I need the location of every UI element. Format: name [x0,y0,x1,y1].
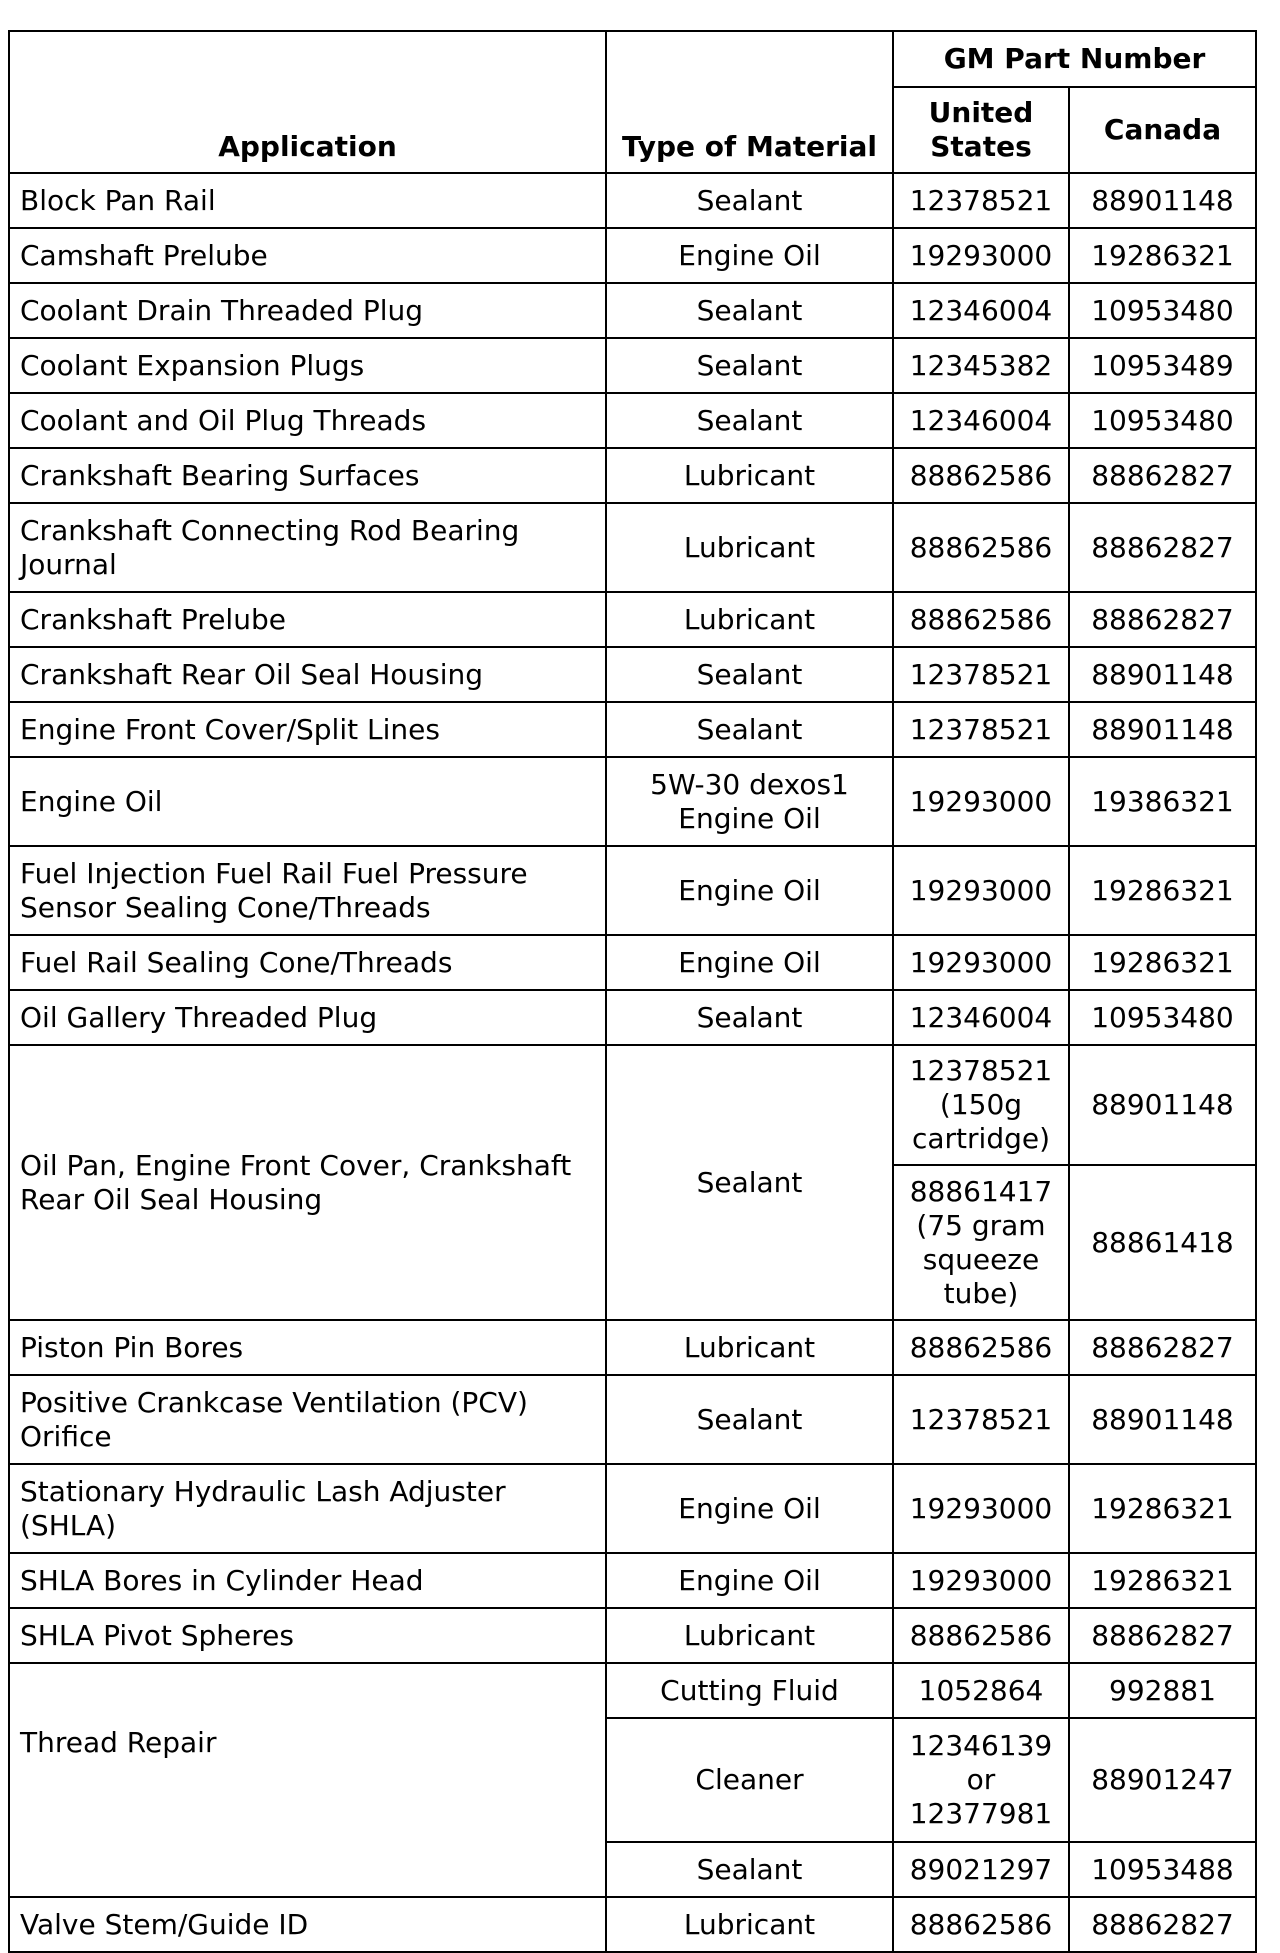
us-part-cell: 12378521 [893,647,1069,702]
application-cell: Stationary Hydraulic Lash Adjuster (SHLA) [9,1464,606,1553]
canada-part-cell: 10953489 [1069,338,1256,393]
application-cell: Crankshaft Bearing Surfaces [9,448,606,503]
table-row [9,990,1256,1045]
parts-table [8,30,1257,1953]
table-row [9,1375,1256,1464]
us-part-cell: 12378521 (150g cartridge) [893,1045,1069,1165]
table-row [9,283,1256,338]
material-cell: Engine Oil [606,228,893,283]
application-cell: Engine Front Cover/Split Lines [9,702,606,757]
canada-part-cell: 10953480 [1069,283,1256,338]
us-part-cell: 19293000 [893,846,1069,935]
us-part-cell: 12346004 [893,393,1069,448]
us-part-cell: 19293000 [893,757,1069,846]
table-row [9,338,1256,393]
us-part-cell: 12378521 [893,1375,1069,1464]
header-canada: Canada [1069,87,1256,173]
canada-part-cell: 19286321 [1069,846,1256,935]
us-part-cell: 88862586 [893,503,1069,592]
application-cell: Thread Repair [9,1663,606,1897]
application-cell: Coolant Expansion Plugs [9,338,606,393]
table-row [9,1464,1256,1553]
application-cell: Crankshaft Rear Oil Seal Housing [9,647,606,702]
material-cell: Lubricant [606,503,893,592]
canada-part-cell: 19386321 [1069,757,1256,846]
application-cell: Crankshaft Prelube [9,592,606,647]
us-part-cell: 12378521 [893,173,1069,228]
canada-part-cell: 88901148 [1069,173,1256,228]
canada-part-cell: 19286321 [1069,935,1256,990]
canada-part-cell: 88901148 [1069,647,1256,702]
table-row [9,647,1256,702]
header-united-states: United States [893,87,1069,173]
application-cell: SHLA Pivot Spheres [9,1608,606,1663]
header-gm-part-number: GM Part Number [893,31,1256,87]
canada-part-cell: 88862827 [1069,1320,1256,1375]
material-cell: 5W-30 dexos1 Engine Oil [606,757,893,846]
table-row [9,503,1256,592]
material-cell: Cleaner [606,1718,893,1842]
material-cell: Lubricant [606,1320,893,1375]
us-part-cell: 12346004 [893,990,1069,1045]
table-row [9,1320,1256,1375]
us-part-cell: 88862586 [893,448,1069,503]
material-cell: Lubricant [606,592,893,647]
application-cell: Crankshaft Connecting Rod Bearing Journal [9,503,606,592]
us-part-cell: 12346139 or 12377981 [893,1718,1069,1842]
table-row [9,1553,1256,1608]
material-cell: Sealant [606,1842,893,1897]
material-cell: Lubricant [606,1608,893,1663]
material-cell: Sealant [606,393,893,448]
table-row [9,448,1256,503]
material-cell: Sealant [606,647,893,702]
us-part-cell: 19293000 [893,1464,1069,1553]
us-part-cell: 19293000 [893,935,1069,990]
material-cell: Engine Oil [606,846,893,935]
material-cell: Sealant [606,283,893,338]
material-cell: Lubricant [606,1897,893,1952]
canada-part-cell: 10953480 [1069,990,1256,1045]
application-cell: Coolant and Oil Plug Threads [9,393,606,448]
us-part-cell: 88862586 [893,1320,1069,1375]
application-cell: Block Pan Rail [9,173,606,228]
canada-part-cell: 10953480 [1069,393,1256,448]
us-part-cell: 12346004 [893,283,1069,338]
table-row [9,1608,1256,1663]
application-cell: Coolant Drain Threaded Plug [9,283,606,338]
application-cell: SHLA Bores in Cylinder Head [9,1553,606,1608]
header-type-of-material: Type of Material [606,31,893,173]
canada-part-cell: 992881 [1069,1663,1256,1718]
table-row [9,702,1256,757]
table-row [9,592,1256,647]
table-row [9,228,1256,283]
us-part-cell: 19293000 [893,1553,1069,1608]
table-row [9,1663,1256,1718]
canada-part-cell: 88901148 [1069,702,1256,757]
table-row [9,1045,1256,1165]
application-cell: Fuel Rail Sealing Cone/Threads [9,935,606,990]
canada-part-cell: 88862827 [1069,503,1256,592]
canada-part-cell: 88861418 [1069,1165,1256,1320]
table-row [9,846,1256,935]
material-cell: Sealant [606,1045,893,1320]
canada-part-cell: 88901148 [1069,1045,1256,1165]
us-part-cell: 88861417 (75 gram squeeze tube) [893,1165,1069,1320]
canada-part-cell: 19286321 [1069,228,1256,283]
canada-part-cell: 88901148 [1069,1375,1256,1464]
us-part-cell: 88862586 [893,1608,1069,1663]
material-cell: Sealant [606,1375,893,1464]
application-cell: Camshaft Prelube [9,228,606,283]
application-cell: Oil Gallery Threaded Plug [9,990,606,1045]
table-row [9,1897,1256,1952]
material-cell: Engine Oil [606,1553,893,1608]
application-cell: Engine Oil [9,757,606,846]
application-cell: Piston Pin Bores [9,1320,606,1375]
material-cell: Sealant [606,702,893,757]
material-cell: Engine Oil [606,935,893,990]
us-part-cell: 19293000 [893,228,1069,283]
us-part-cell: 89021297 [893,1842,1069,1897]
material-cell: Cutting Fluid [606,1663,893,1718]
us-part-cell: 12345382 [893,338,1069,393]
us-part-cell: 88862586 [893,592,1069,647]
us-part-cell: 88862586 [893,1897,1069,1952]
table-row [9,173,1256,228]
canada-part-cell: 88862827 [1069,592,1256,647]
canada-part-cell: 88862827 [1069,1897,1256,1952]
canada-part-cell: 19286321 [1069,1464,1256,1553]
application-cell: Valve Stem/Guide ID [9,1897,606,1952]
table-row [9,935,1256,990]
material-cell: Lubricant [606,448,893,503]
application-cell: Oil Pan, Engine Front Cover, Crankshaft Rear Oil Seal Housing [9,1045,606,1320]
canada-part-cell: 19286321 [1069,1553,1256,1608]
us-part-cell: 12378521 [893,702,1069,757]
application-cell: Positive Crankcase Ventilation (PCV) Orifice [9,1375,606,1464]
table-row [9,393,1256,448]
material-cell: Engine Oil [606,1464,893,1553]
material-cell: Sealant [606,338,893,393]
material-cell: Sealant [606,173,893,228]
us-part-cell: 1052864 [893,1663,1069,1718]
canada-part-cell: 88862827 [1069,448,1256,503]
application-cell: Fuel Injection Fuel Rail Fuel Pressure Sensor Sealing Cone/Threads [9,846,606,935]
header-application: Application [9,31,606,173]
canada-part-cell: 88862827 [1069,1608,1256,1663]
material-cell: Sealant [606,990,893,1045]
canada-part-cell: 10953488 [1069,1842,1256,1897]
canada-part-cell: 88901247 [1069,1718,1256,1842]
table-row [9,757,1256,846]
